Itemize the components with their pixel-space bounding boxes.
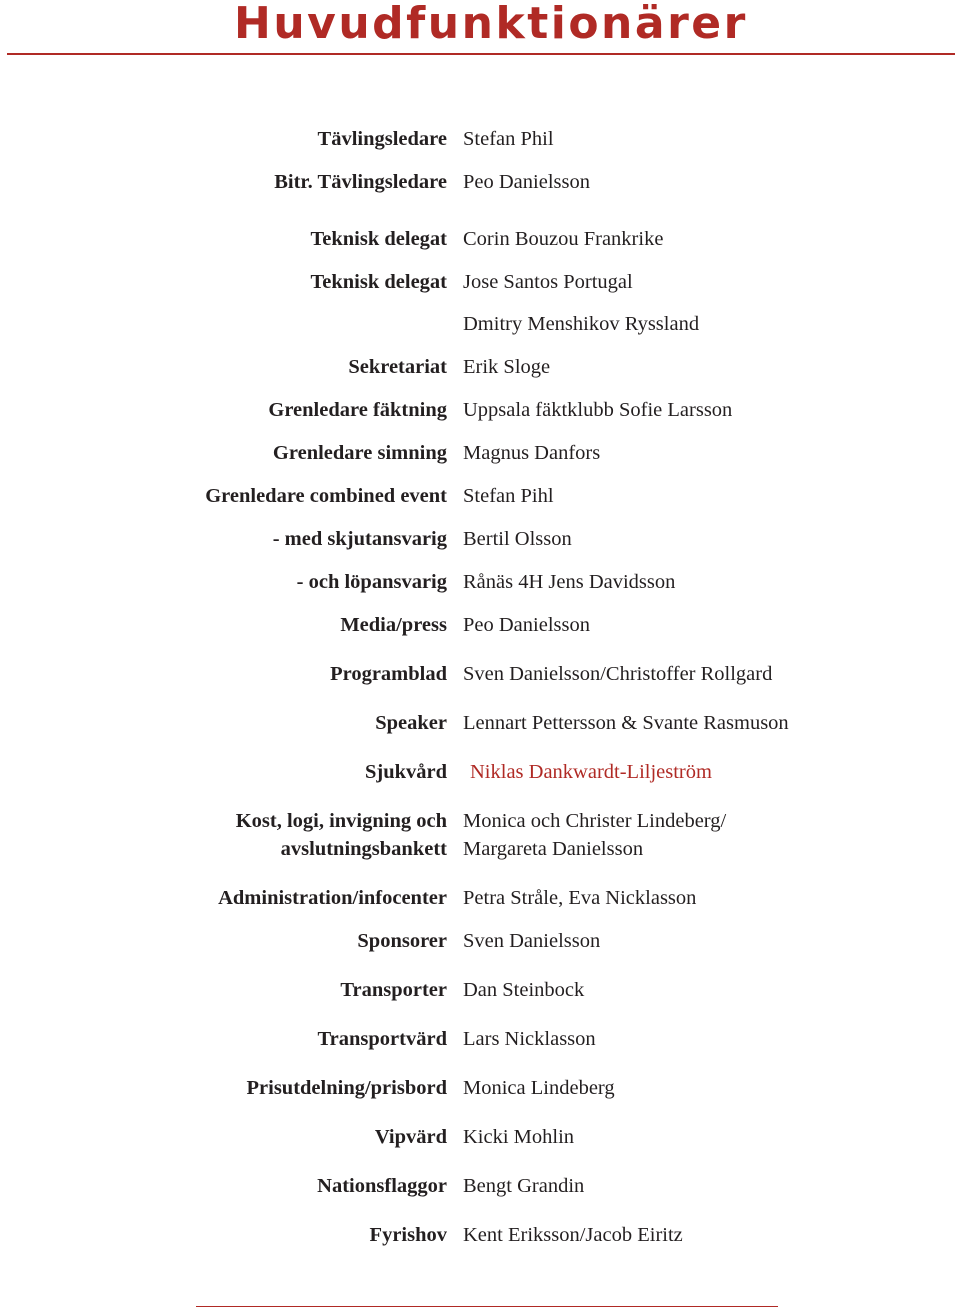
person-name: Sven Danielsson (463, 930, 601, 952)
role-label: Grenledare combined event (205, 485, 447, 507)
person-name: Kent Eriksson/Jacob Eiritz (463, 1224, 683, 1246)
role-label: Media/press (340, 614, 447, 636)
person-name: Peo Danielsson (463, 614, 590, 636)
role-label: Programblad (330, 663, 447, 685)
role-label: Sjukvård (364, 761, 447, 783)
role-label: Sekretariat (348, 356, 447, 378)
person-name: Sven Danielsson/Christoffer Rollgard (463, 663, 773, 685)
person-name: Corin Bouzou Frankrike (463, 228, 664, 250)
person-name: Monica Lindeberg (463, 1077, 615, 1099)
role-label: Prisutdelning/prisbord (246, 1077, 447, 1099)
person-name: Bengt Grandin (463, 1175, 585, 1197)
person-name: Magnus Danfors (463, 442, 601, 464)
role-label: Teknisk delegat (310, 271, 447, 293)
person-name: Lennart Pettersson & Svante Rasmuson (463, 712, 789, 734)
person-name: Margareta Danielsson (463, 838, 644, 860)
person-name: Petra Stråle, Eva Nicklasson (463, 887, 697, 909)
page-title: Huvudfunktionärer (234, 0, 748, 49)
person-name: Jose Santos Portugal (463, 271, 633, 293)
person-name: Niklas Dankwardt-Liljeström (470, 761, 712, 783)
role-label: Kost, logi, invigning och (235, 810, 447, 832)
role-label: Transportvärd (317, 1028, 447, 1050)
role-label: Speaker (375, 712, 447, 734)
person-name: Dan Steinbock (463, 979, 585, 1001)
role-label: Teknisk delegat (310, 228, 447, 250)
person-name: Lars Nicklasson (463, 1028, 596, 1050)
role-label: Nationsflaggor (317, 1175, 447, 1197)
role-label: Bitr. Tävlingsledare (274, 171, 447, 193)
role-label: Administration/infocenter (218, 887, 447, 909)
person-name: Erik Sloge (463, 356, 551, 378)
person-name: Monica och Christer Lindeberg/ (463, 810, 727, 832)
role-label: - med skjutansvarig (272, 528, 447, 550)
role-label: Grenledare fäktning (268, 399, 447, 421)
person-name: Dmitry Menshikov Ryssland (463, 313, 700, 335)
role-label: - och löpansvarig (296, 571, 447, 593)
footer-divider (196, 1306, 778, 1307)
person-name: Rånäs 4H Jens Davidsson (463, 571, 676, 593)
person-name: Peo Danielsson (463, 171, 590, 193)
person-name: Uppsala fäktklubb Sofie Larsson (463, 399, 733, 421)
person-name: Stefan Pihl (463, 485, 554, 507)
role-label: Grenledare simning (272, 442, 447, 464)
role-label: Sponsorer (357, 930, 447, 952)
person-name: Bertil Olsson (463, 528, 572, 550)
person-name: Kicki Mohlin (463, 1126, 575, 1148)
role-label: Tävlingsledare (317, 128, 447, 150)
role-label: Vipvärd (374, 1126, 447, 1148)
role-label: Transporter (340, 979, 447, 1001)
role-label: avslutningsbankett (280, 838, 447, 860)
role-label: Fyrishov (369, 1224, 447, 1246)
person-name: Stefan Phil (463, 128, 554, 150)
title-divider (7, 53, 955, 55)
